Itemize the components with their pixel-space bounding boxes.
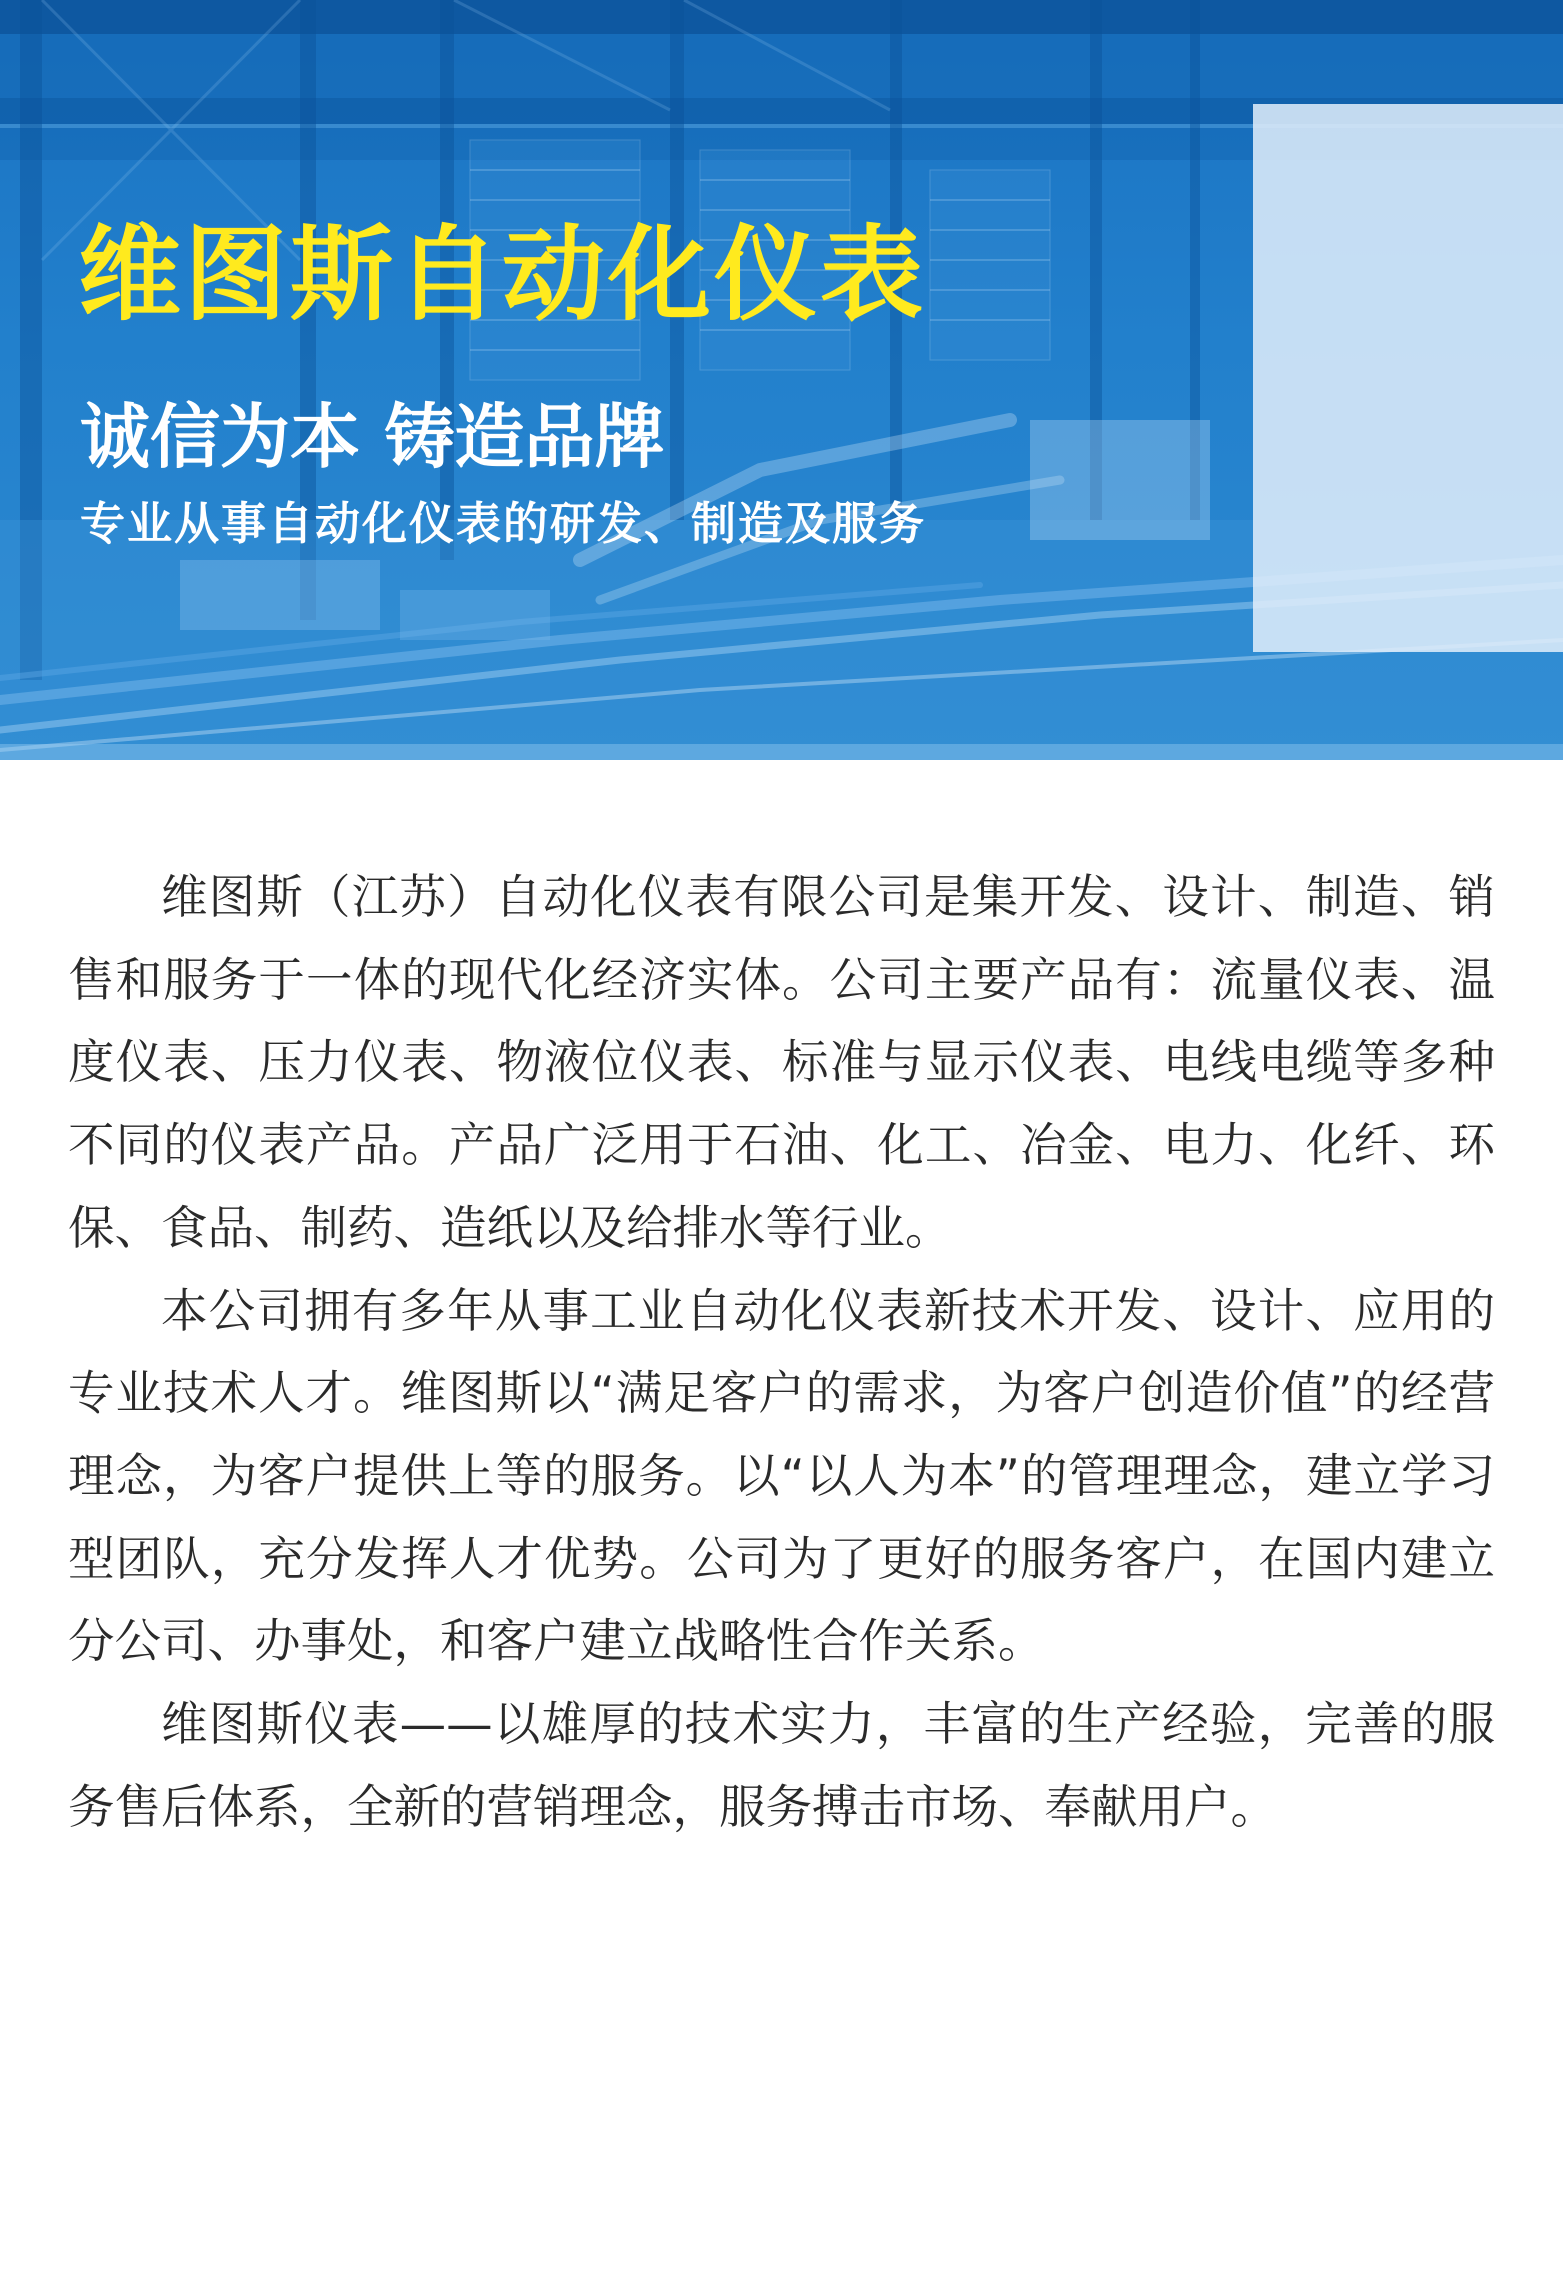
hero-banner (0, 0, 1563, 760)
slogan: 诚信为本 铸造品牌 (80, 396, 665, 478)
talent-paragraph: 本公司拥有多年从事工业自动化仪表新技术开发、设计、应用的专业技术人才。维图斯以“满足客户的需求，为客户创造价值”的经营理念，为客户提供上等的服务。以“以人为本”的管理理念，建立学习型团队，充分发挥人才优势。公司为了更好的服务客户，在国内建立分公司、办事处，和客户建立战略性合作关系。 (68, 1283, 1495, 1669)
translucent-panel (1253, 104, 1563, 652)
closing-paragraph: 维图斯仪表——以雄厚的技术实力，丰富的生产经验，完善的服务售后体系，全新的营销理念，服务搏击市场、奉献用户。 (68, 1697, 1495, 1834)
subtitle: 专业从事自动化仪表的研发、制造及服务 (80, 497, 927, 550)
page-title: 维图斯自动化仪表 (78, 215, 926, 335)
intro-paragraph: 维图斯（江苏）自动化仪表有限公司是集开发、设计、制造、销售和服务于一体的现代化经济实体。公司主要产品有：流量仪表、温度仪表、压力仪表、物液位仪表、标准与显示仪表、电线电缆等多种不同的仪表产品。产品广泛用于石油、化工、冶金、电力、化纤、环保、食品、制药、造纸以及给排水等行业。 (68, 870, 1495, 1255)
company-introduction (68, 856, 1495, 1848)
